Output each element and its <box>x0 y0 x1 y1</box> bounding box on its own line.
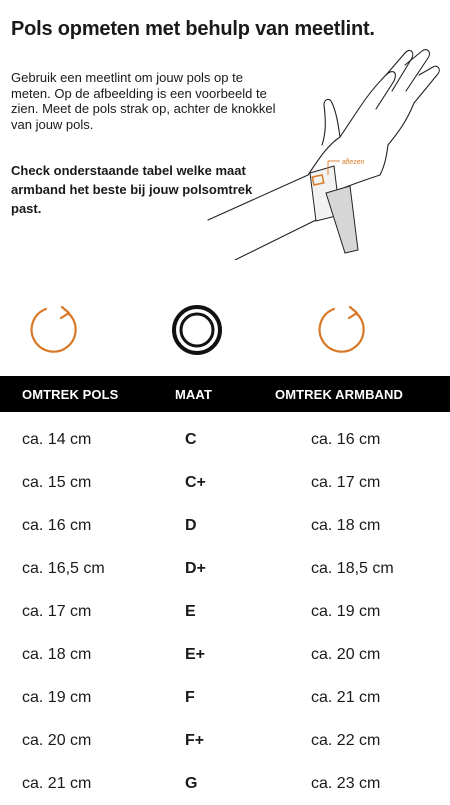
table-row <box>0 590 450 633</box>
rotate-icon <box>28 303 80 355</box>
table-row <box>0 633 450 676</box>
hand-measuring-illustration <box>200 45 445 260</box>
wrist-cell: ca. 16 cm <box>22 517 92 534</box>
size-cell: E <box>185 603 196 620</box>
table-header <box>0 376 450 412</box>
bracelet-cell: ca. 21 cm <box>311 689 381 706</box>
table-row <box>0 504 450 547</box>
bracelet-cell: ca. 16 cm <box>311 431 381 448</box>
size-cell: D+ <box>185 560 206 577</box>
size-cell: F <box>185 689 195 706</box>
size-cell: D <box>185 517 197 534</box>
bracelet-cell: ca. 19 cm <box>311 603 381 620</box>
wrist-cell: ca. 20 cm <box>22 732 92 749</box>
header-size: MAAT <box>175 387 212 402</box>
size-cell: F+ <box>185 732 205 749</box>
illustration-label: aflezen <box>342 159 365 166</box>
table-row <box>0 418 450 461</box>
bracelet-cell: ca. 18 cm <box>311 517 381 534</box>
size-cell: G <box>185 775 198 792</box>
page-title: Pols opmeten met behulp van meetlint. <box>11 18 375 40</box>
size-cell: C+ <box>185 474 206 491</box>
bracelet-cell: ca. 22 cm <box>311 732 381 749</box>
size-cell: E+ <box>185 646 206 663</box>
advice-text: Check onderstaande tabel welke maat armband het beste bij jouw polsomtrek past. <box>11 163 253 216</box>
rotate-icon <box>316 303 368 355</box>
wrist-cell: ca. 18 cm <box>22 646 92 663</box>
table-row <box>0 461 450 504</box>
table-row <box>0 719 450 762</box>
bracelet-cell: ca. 20 cm <box>311 646 381 663</box>
wrist-cell: ca. 15 cm <box>22 474 92 491</box>
header-wrist-circumference: OMTREK POLS <box>22 387 119 402</box>
table-row <box>0 547 450 590</box>
table-row <box>0 762 450 805</box>
wrist-cell: ca. 19 cm <box>22 689 92 706</box>
table-row <box>0 676 450 719</box>
size-cell: C <box>185 431 197 448</box>
wrist-cell: ca. 17 cm <box>22 603 92 620</box>
intro-text: Gebruik een meetlint om jouw pols op te meten. Op de afbeelding is een voorbeeld te zien. Meet de pols strak op, achter de knokkel van jouw pols. <box>11 70 276 132</box>
bracelet-cell: ca. 23 cm <box>311 775 381 792</box>
wrist-cell: ca. 14 cm <box>22 431 92 448</box>
bracelet-cell: ca. 17 cm <box>311 474 381 491</box>
wrist-cell: ca. 16,5 cm <box>22 560 105 577</box>
ring-icon <box>170 303 224 357</box>
size-table-body <box>0 418 450 805</box>
header-bracelet-circumference: OMTREK ARMBAND <box>275 387 404 402</box>
wrist-cell: ca. 21 cm <box>22 775 92 792</box>
bracelet-cell: ca. 18,5 cm <box>311 560 394 577</box>
